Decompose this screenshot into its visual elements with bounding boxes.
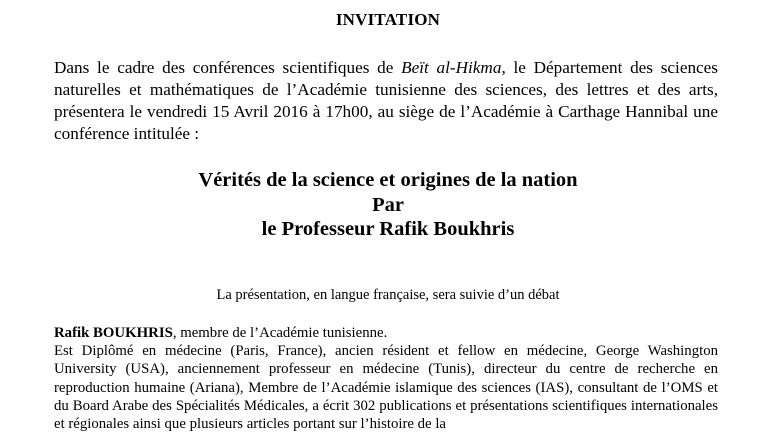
intro-emphasis: Beït al-Hikma xyxy=(401,58,502,77)
intro-text-end: , le Département des sciences naturelles et mathématiques de l’Académie tunisienne des sciences, des lettres et des arts, présentera le vendredi 15 Avril 2016 à 17h00, au siège de l’Académie à Carthage Hannibal une conférence intitulée : xyxy=(54,58,718,143)
intro-text xyxy=(54,57,718,145)
intro-text-start: Dans le cadre des conférences scientifiques de xyxy=(54,58,402,77)
page-title: INVITATION xyxy=(335,10,441,29)
speaker-bio xyxy=(54,324,718,433)
language-note: La présentation, en langue française, sera suivie d’un débat xyxy=(216,287,560,303)
talk-by: Par xyxy=(372,193,404,216)
talk-speaker: le Professeur Rafik Boukhris xyxy=(261,218,515,240)
intro-paragraph xyxy=(54,57,718,145)
talk-title: Vérités de la science et origines de la nation xyxy=(198,169,578,191)
bio-text: Est Diplômé en médecine (Paris, France), ancien résident et fellow en médecine, George Washington University (USA), anciennement professeur en médecine (Tunis), directeur du centre de recherche en reproduction humaine (Ariana), Membre de l’Académie islamique des sciences (IAS), consultant de l’OMS et du Board Arabe des Spécialités Médicales, a écrit 302 publications et présentations scientifiques internationales et régionales ainsi que plusieurs articles portant sur l’histoire de la xyxy=(54,343,718,433)
talk-title-block xyxy=(0,168,776,242)
bio-membership: , membre de l’Académie tunisienne. xyxy=(172,325,388,341)
bio-name: Rafik BOUKHRIS xyxy=(54,325,173,341)
bio-first-line xyxy=(54,324,718,342)
